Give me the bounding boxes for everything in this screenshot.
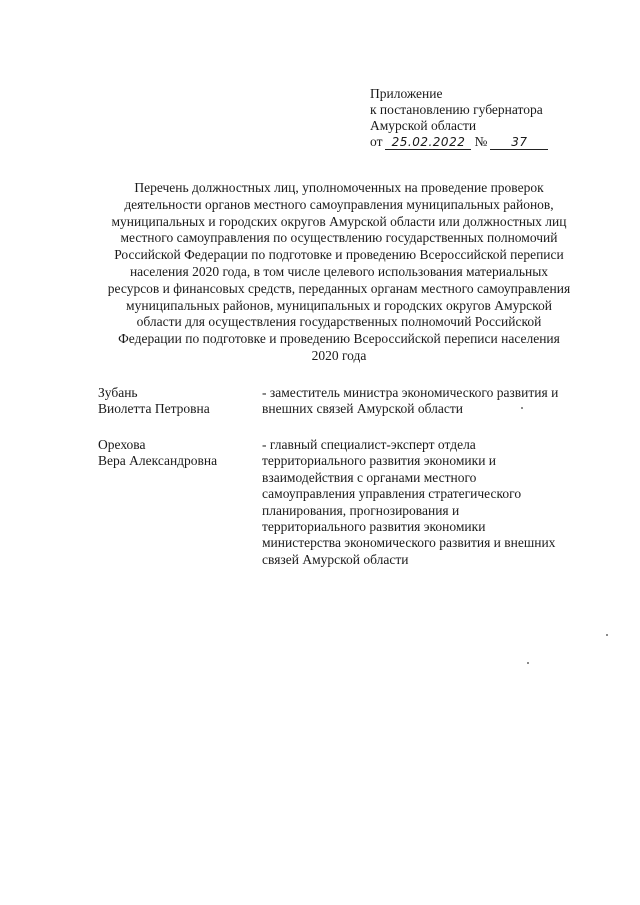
position-line: территориального развития экономики	[262, 519, 486, 535]
title-line: Федерации по подготовке и проведению Всероссийской переписи населения	[118, 331, 560, 347]
handwritten-number: 37	[490, 135, 548, 150]
official-given-names: Вера Александровна	[98, 453, 218, 469]
title-line: муниципальных районов, муниципальных и городских округов Амурской	[126, 297, 552, 313]
title-line: деятельности органов местного самоуправления муниципальных районов,	[124, 196, 554, 212]
official-position	[262, 437, 555, 568]
official-name	[98, 437, 217, 470]
appendix-date-line	[370, 134, 548, 150]
position-line: внешних связей Амурской области	[262, 401, 464, 417]
title-line: Российской Федерации по подготовке и проведению Всероссийской переписи	[114, 247, 564, 263]
scan-speck	[527, 662, 529, 664]
title-line: области для осуществления государственных полномочий Российской	[136, 314, 542, 330]
position-line: планирования, прогнозирования и	[262, 502, 460, 518]
title-line: населения 2020 года, в том числе целевого использования материальных	[129, 263, 549, 279]
date-prefix: от	[370, 134, 383, 149]
position-line: - главный специалист-эксперт отдела	[262, 437, 476, 452]
position-line: - заместитель министра экономического развития и	[262, 385, 559, 400]
official-position	[262, 385, 558, 418]
official-surname: Орехова	[98, 437, 146, 452]
official-name	[98, 385, 210, 418]
appendix-decree-ref: к постановлению губернатора	[370, 102, 543, 117]
official-entry	[98, 437, 598, 567]
position-line: взаимодействия с органами местного	[262, 469, 477, 485]
appendix-region: Амурской области	[370, 118, 477, 133]
title-line: местного самоуправления по осуществлению государственных полномочий	[120, 230, 558, 246]
appendix-header	[370, 86, 548, 150]
scan-speck	[606, 634, 608, 636]
number-prefix: №	[474, 134, 488, 149]
position-line: самоуправления управления стратегического	[262, 486, 522, 502]
title-line: 2020 года	[311, 347, 367, 363]
official-given-names: Виолетта Петровна	[98, 401, 210, 417]
title-line: Перечень должностных лиц, уполномоченных на проведение проверок	[134, 180, 544, 195]
position-line: территориального развития экономики и	[262, 453, 497, 469]
document-title	[78, 180, 600, 365]
official-entry	[98, 385, 598, 425]
handwritten-date: 25.02.2022	[385, 135, 471, 150]
appendix-title: Приложение	[370, 86, 443, 101]
official-surname: Зубань	[98, 385, 138, 400]
title-line: муниципальных и городских округов Амурской области или должностных лиц	[111, 213, 567, 229]
position-line: министерства экономического развития и внешних	[262, 535, 556, 551]
title-line: ресурсов и финансовых средств, переданных органам местного самоуправления	[107, 280, 571, 296]
scan-speck	[521, 407, 523, 409]
position-line: связей Амурской области	[262, 551, 409, 567]
